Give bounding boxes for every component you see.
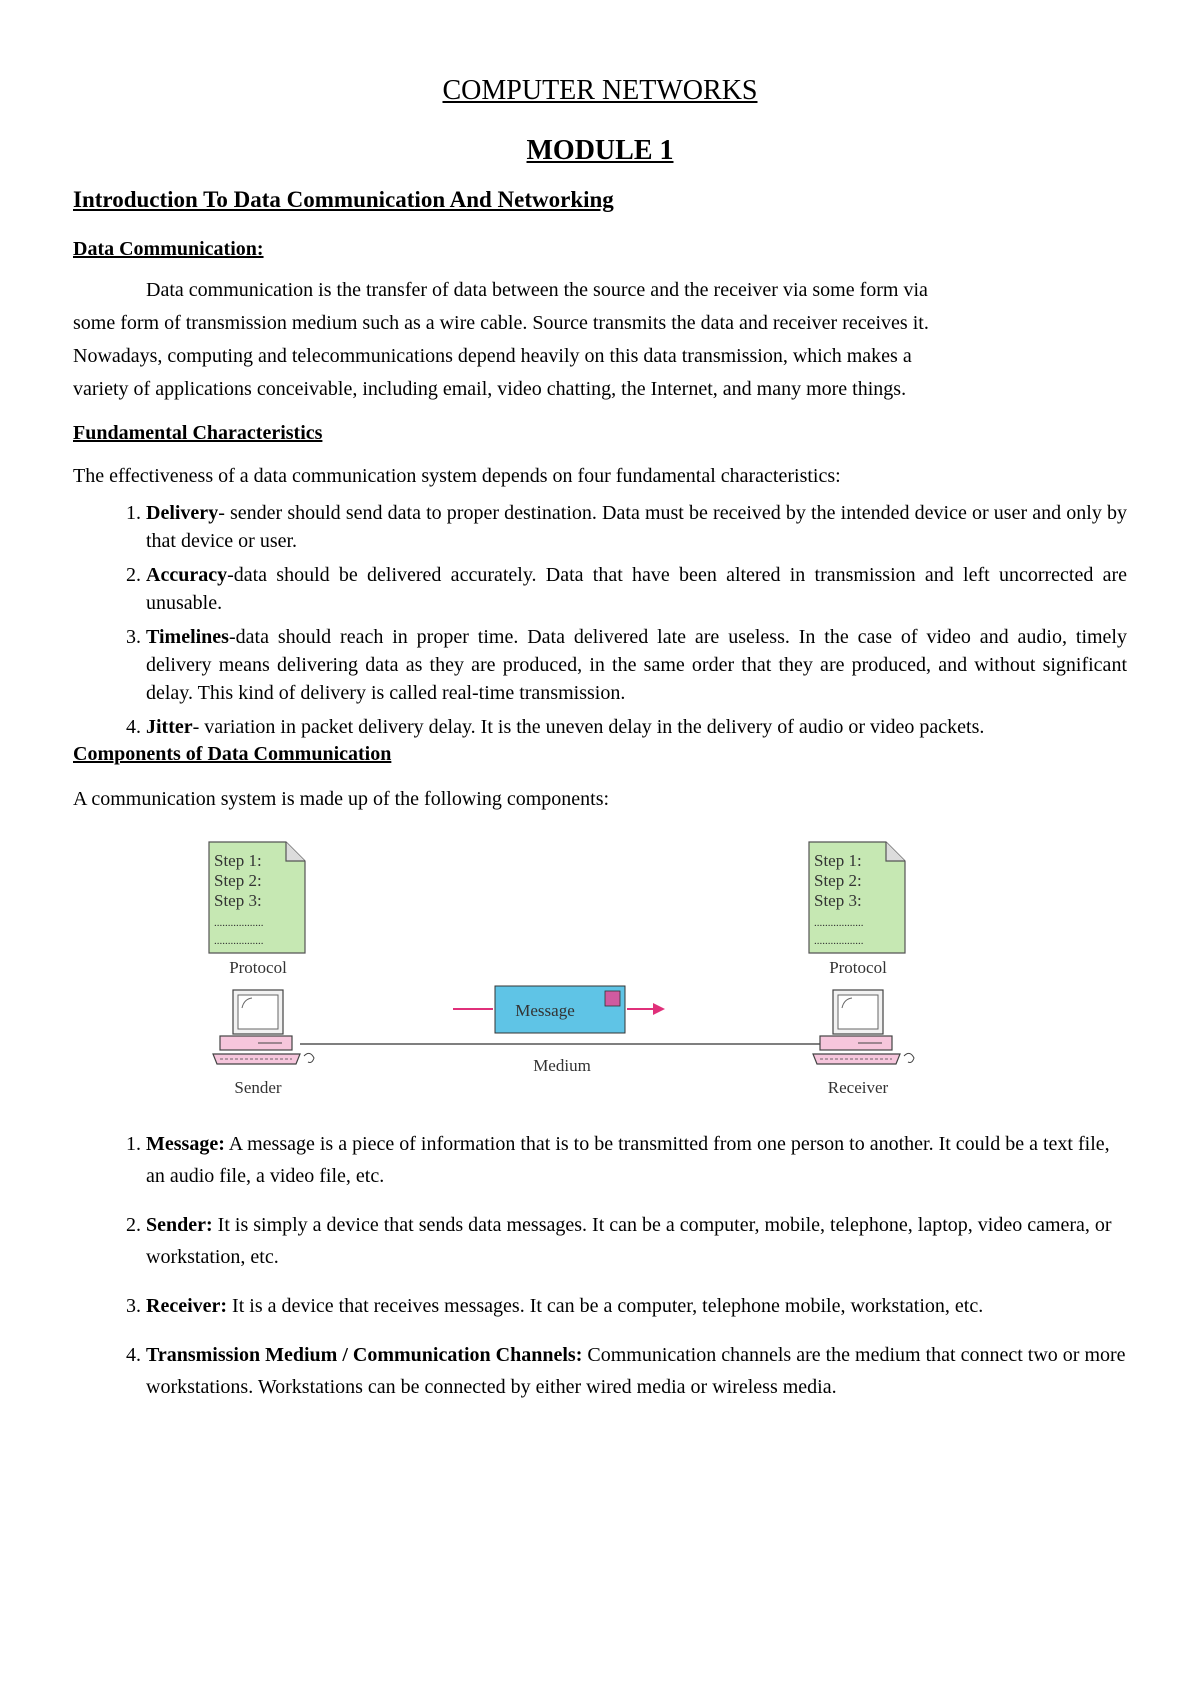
message-flag-icon: [605, 991, 620, 1006]
intro-paragraph: [73, 274, 1127, 406]
term-accuracy: Accuracy: [146, 564, 228, 586]
intro-line-2: some form of transmission medium such as a wire cable. Source transmits the data and receiver receives it.: [73, 312, 929, 334]
intro-line-4: variety of applications conceivable, including email, video chatting, the Internet, and many more things.: [73, 378, 907, 400]
sender-step-dots-2: ..................: [214, 935, 264, 947]
text-timelines: -data should reach in proper time. Data delivered late are useless. In the case of video and audio, timely delivery means delivering data as they are produced, in the same order that they are produced, and without significant delay. This kind of delivery is called real-time transmission.: [146, 626, 1127, 704]
receiver-step-3: Step 3:: [814, 891, 862, 910]
term-timelines: Timelines: [146, 626, 229, 648]
intro-line-1: Data communication is the transfer of data between the source and the receiver via some form via: [146, 279, 928, 301]
receiver-protocol-document: [809, 842, 905, 953]
document-title: COMPUTER NETWORKS: [442, 75, 758, 106]
data-communication-heading: Data Communication:: [73, 238, 264, 260]
sender-label: Sender: [234, 1078, 282, 1097]
arrow-head-icon: [653, 1003, 665, 1015]
communication-diagram: [208, 836, 948, 1106]
sender-step-2: Step 2:: [214, 871, 262, 890]
text-transmission-medium: Communication channels are the medium that connect two or more workstations. Workstations can be connected by either wired media or wireless media.: [146, 1344, 1126, 1398]
list-item-accuracy: [146, 561, 1127, 617]
term-jitter: Jitter: [146, 716, 193, 738]
fundamental-characteristics-heading: Fundamental Characteristics: [73, 422, 323, 444]
term-transmission-medium: Transmission Medium / Communication Channels:: [146, 1344, 583, 1366]
term-receiver: Receiver:: [146, 1295, 228, 1317]
sender-protocol-label: Protocol: [229, 958, 287, 977]
list-item-timelines: [146, 623, 1127, 707]
text-accuracy: -data should be delivered accurately. Data that have been altered in transmission and left uncorrected are unusable.: [146, 564, 1127, 614]
term-message: Message:: [146, 1133, 225, 1155]
text-jitter: - variation in packet delivery delay. It is the uneven delay in the delivery of audio or video packets.: [192, 716, 985, 738]
term-delivery: Delivery: [146, 502, 219, 524]
fundamentals-lead: The effectiveness of a data communication system depends on four fundamental characteristics:: [73, 465, 841, 487]
sender-computer-icon: [213, 990, 314, 1064]
list-item-sender: [146, 1209, 1127, 1273]
receiver-step-dots-1: ..................: [814, 917, 864, 929]
module-title: MODULE 1: [526, 135, 674, 166]
intro-line-3: Nowadays, computing and telecommunications depend heavily on this data transmission, which makes a: [73, 345, 912, 367]
message-label: Message: [515, 1001, 575, 1020]
sender-protocol-document: [209, 842, 305, 953]
receiver-computer-icon: [813, 990, 914, 1064]
components-list: [73, 1128, 1127, 1403]
receiver-step-2: Step 2:: [814, 871, 862, 890]
sender-step-1: Step 1:: [214, 851, 262, 870]
list-item-delivery: [146, 499, 1127, 555]
receiver-label: Receiver: [827, 1078, 889, 1097]
components-heading: Components of Data Communication: [73, 743, 392, 765]
list-item-message: [146, 1128, 1127, 1192]
text-sender: It is simply a device that sends data messages. It can be a computer, mobile, telephone, laptop, video camera, or workstation, etc.: [146, 1214, 1112, 1268]
receiver-step-dots-2: ..................: [814, 935, 864, 947]
list-item-jitter: [146, 713, 1127, 741]
fundamentals-list: [73, 499, 1127, 741]
term-sender: Sender:: [146, 1214, 213, 1236]
intro-heading: Introduction To Data Communication And Networking: [73, 187, 614, 212]
components-lead: A communication system is made up of the following components:: [73, 788, 610, 810]
receiver-protocol-label: Protocol: [829, 958, 887, 977]
sender-step-dots-1: ..................: [214, 917, 264, 929]
text-receiver: It is a device that receives messages. It can be a computer, telephone mobile, workstation, etc.: [227, 1295, 984, 1317]
list-item-receiver: [146, 1290, 1127, 1322]
text-delivery: - sender should send data to proper destination. Data must be received by the intended device or user and only by that device or user.: [146, 502, 1127, 552]
receiver-step-1: Step 1:: [814, 851, 862, 870]
text-message: A message is a piece of information that is to be transmitted from one person to another. It could be a text file, an audio file, a video file, etc.: [146, 1133, 1110, 1187]
list-item-transmission-medium: [146, 1339, 1127, 1403]
medium-label: Medium: [533, 1056, 591, 1075]
sender-step-3: Step 3:: [214, 891, 262, 910]
